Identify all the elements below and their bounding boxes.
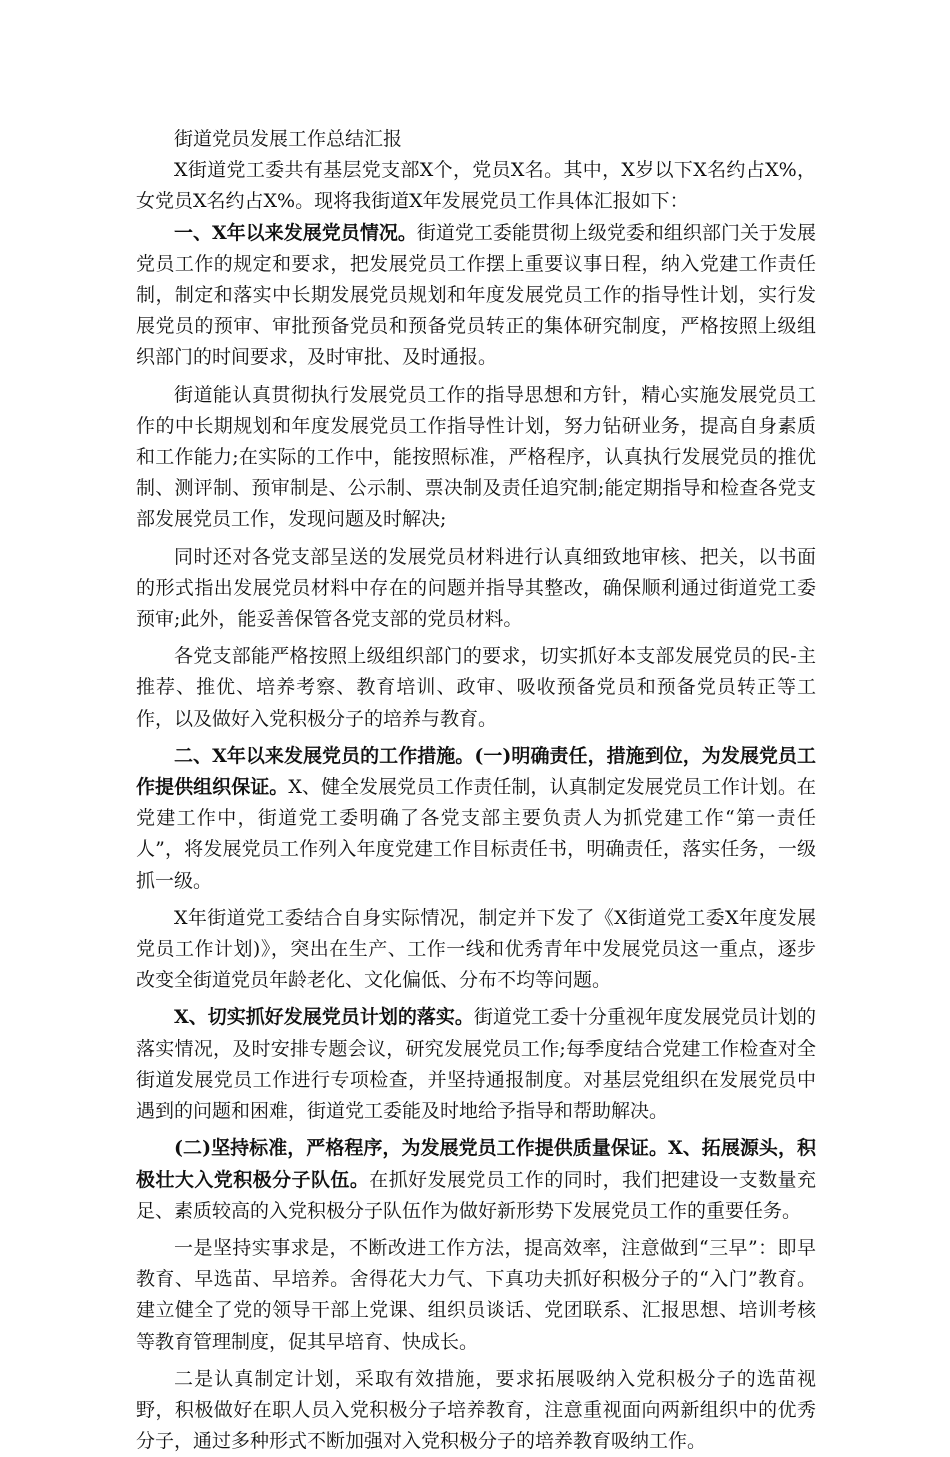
paragraph-text: 街道党工委十分重视年度发展党员计划的落实情况，及时安排专题会议，研究发展党员工作;每季度结合党建工作检查对全街道发展党员工作进行专项检查，并坚持通报制度。对基层党组织在发展党员中遇到的问题和困难，街道党工委能及时地给予指导和帮助解决。 — [136, 1006, 816, 1123]
section-heading: 一、X年以来发展党员情况。 — [174, 221, 417, 244]
section-heading: 二、X年以来发展党员的工作措施。(一)明确责任，措施到位，为发展党员工作提供组织保证。 — [136, 744, 816, 799]
paragraph-intro — [136, 155, 816, 217]
paragraph-text: X年街道党工委结合自身实际情况，制定并下发了《X街道党工委X年度发展党员工作计划)》，突出在生产、工作一线和优秀青年中发展党员这一重点，逐步改变全街道党员年龄老化、文化偏低、分布不均等问题。 — [136, 906, 816, 992]
paragraph-text: X街道党工委共有基层党支部X个，党员X名。其中，X岁以下X名约占X%，女党员X名约占X%。现将我街道X年发展党员工作具体汇报如下： — [136, 159, 816, 213]
paragraph-text: 各党支部能严格按照上级组织部门的要求，切实抓好本支部发展党员的民-主推荐、推优、培养考察、教育培训、政审、吸收预备党员和预备党员转正等工作，以及做好入党积极分子的培养与教育。 — [136, 645, 816, 730]
paragraph-text: 街道党工委能贯彻上级党委和组织部门关于发展党员工作的规定和要求，把发展党员工作摆上重要议事日程，纳入党建工作责任制，制定和落实中长期发展党员规划和年度发展党员工作的指导性计划，实行发展党员的预审、审批预备党员和预备党员转正的集体研究制度，严格按照上级组织部门的时间要求，及时审批、及时通报。 — [136, 221, 816, 369]
document-page — [136, 124, 816, 1457]
paragraph-body — [136, 380, 816, 536]
paragraph-text: X、健全发展党员工作责任制，认真制定发展党员工作计划。在党建工作中，街道党工委明确了各党支部主要负责人为抓党建工作“第一责任人”，将发展党员工作列入年度党建工作目标责任书，明确责任，落实任务，一级抓一级。 — [136, 776, 816, 892]
section-heading: (二)坚持标准，严格程序，为发展党员工作提供质量保证。X、拓展源头，积极壮大入党积极分子队伍。 — [136, 1137, 816, 1191]
paragraph-text: 在抓好发展党员工作的同时，我们把建设一支数量充足、素质较高的入党积极分子队伍作为做好新形势下发展党员工作的重要任务。 — [136, 1168, 816, 1222]
paragraph-subsection — [136, 1133, 816, 1227]
paragraph-subsection — [136, 1002, 816, 1127]
paragraph-text: 街道能认真贯彻执行发展党员工作的指导思想和方针，精心实施发展党员工作的中长期规划和年度发展党员工作指导性计划，努力钻研业务，提高自身素质和工作能力;在实际的工作中，能按照标准，严格程序，认真执行发展党员的推优制、测评制、预审制是、公示制、票决制及责任追究制;能定期指导和检查各党支部发展党员工作，发现问题及时解决; — [136, 383, 816, 531]
paragraph-body — [136, 1233, 816, 1358]
paragraph-body — [136, 1364, 816, 1457]
paragraph-text: 同时还对各党支部呈送的发展党员材料进行认真细致地审核、把关，以书面的形式指出发展党员材料中存在的问题并指导其整改，确保顺利通过街道党工委预审;此外，能妥善保管各党支部的党员材料。 — [136, 545, 816, 631]
paragraph-text: 二是认真制定计划，采取有效措施，要求拓展吸纳入党积极分子的选苗视野，积极做好在职人员入党积极分子培养教育，注意重视面向两新组织中的优秀分子，通过多种形式不断加强对入党积极分子的培养教育吸纳工作。 — [136, 1367, 816, 1453]
paragraph-text: 一是坚持实事求是，不断改进工作方法，提高效率，注意做到“三早”：即早教育、早选苗、早培养。舍得花大力气、下真功夫抓好积极分子的“入门”教育。建立健全了党的领导干部上党课、组织员谈话、党团联系、汇报思想、培训考核等教育管理制度，促其早培育、快成长。 — [136, 1236, 816, 1353]
paragraph-section-2 — [136, 741, 816, 897]
paragraph-section-1 — [136, 218, 816, 374]
paragraph-body — [136, 641, 816, 735]
document-title: 街道党员发展工作总结汇报 — [174, 128, 403, 150]
section-heading: X、切实抓好发展党员计划的落实。 — [174, 1006, 474, 1029]
paragraph-body — [136, 903, 816, 997]
paragraph-body — [136, 542, 816, 636]
